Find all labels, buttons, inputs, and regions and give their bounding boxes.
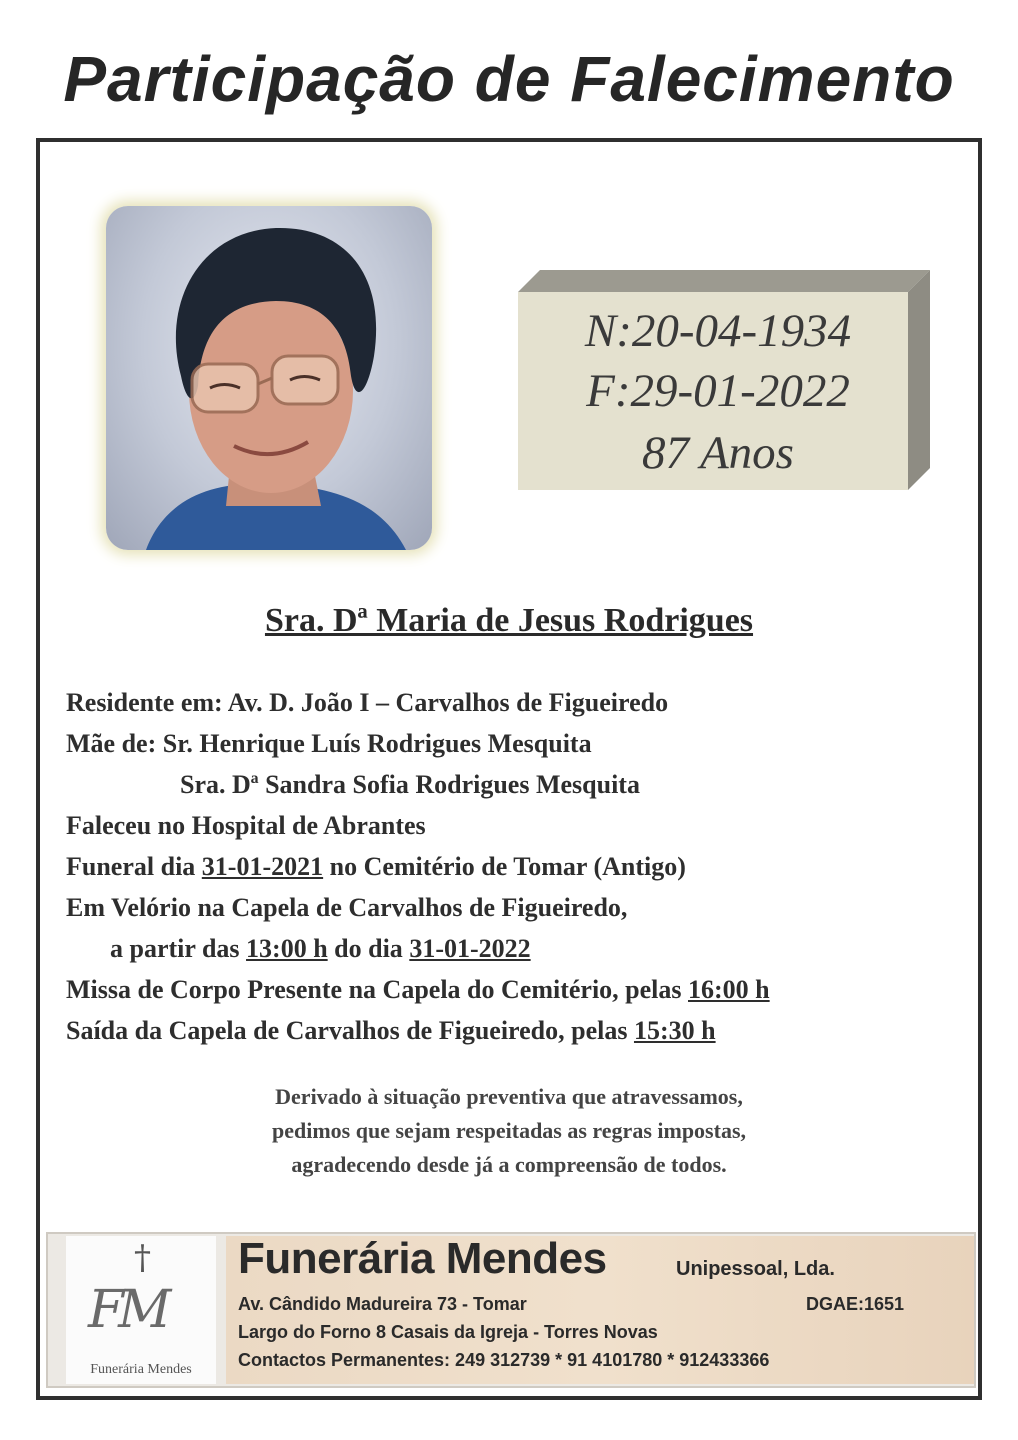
address-torres-novas: Largo do Forno 8 Casais da Igreja - Torres Novas <box>238 1322 658 1342</box>
notice-line-1: Derivado à situação preventiva que atravessamos, <box>275 1084 743 1109</box>
monogram-logo: FM <box>88 1280 166 1340</box>
wake-time-line: a partir das 13:00 h do dia 31-01-2022 <box>110 934 531 963</box>
cross-icon: † <box>134 1238 151 1278</box>
dgae-number: DGAE:1651 <box>806 1294 905 1314</box>
exit-time: 15:30 h <box>633 1016 716 1045</box>
funeral-line: Funeral dia 31-01-2021 no Cemitério de Tomar (Antigo) <box>66 852 686 881</box>
mass-time: 16:00 h <box>688 975 770 1004</box>
logo-caption: Funerária Mendes <box>90 1362 192 1377</box>
death-date: F:29-01-2022 <box>586 365 850 417</box>
deceased-name: Sra. Dª Maria de Jesus Rodrigues <box>264 602 754 639</box>
funeral-date: 31-01-2021 <box>201 852 324 881</box>
company-name: Funerária Mendes <box>238 1234 607 1283</box>
wake-line: Em Velório na Capela de Carvalhos de Figueiredo, <box>66 893 628 922</box>
child-name: Sr. Henrique Luís Rodrigues Mesquita <box>162 729 592 758</box>
page-title: Participação de Falecimento <box>63 43 955 115</box>
funeral-home-logo <box>66 1236 216 1384</box>
wake-date: 31-01-2022 <box>409 934 531 963</box>
wake-time: 13:00 h <box>246 934 328 963</box>
notice-line-3: agradecendo desde já a compreensão de todos. <box>291 1152 727 1177</box>
portrait-photo <box>106 206 432 550</box>
residence-line: Residente em: Av. D. João I – Carvalhos de Figueiredo <box>66 688 669 717</box>
contacts-line: Contactos Permanentes: 249 312739 * 91 4101780 * 912433366 <box>238 1350 770 1370</box>
dates-plaque <box>518 268 930 492</box>
child-name-2: Sra. Dª Sandra Sofia Rodrigues Mesquita <box>180 770 640 799</box>
exit-line: Saída da Capela de Carvalhos de Figueiredo, pelas 15:30 h <box>66 1016 716 1045</box>
died-at-line: Faleceu no Hospital de Abrantes <box>66 811 426 840</box>
notice-line-2: pedimos que sejam respeitadas as regras impostas, <box>271 1118 747 1143</box>
birth-date: N:20-04-1934 <box>584 305 852 357</box>
mass-line: Missa de Corpo Presente na Capela do Cemitério, pelas 16:00 h <box>66 975 770 1004</box>
age: 87 Anos <box>642 427 794 479</box>
company-suffix: Unipessoal, Lda. <box>676 1258 835 1280</box>
mother-of-line: Mãe de: Sr. Henrique Luís Rodrigues Mesquita <box>66 729 592 758</box>
address-tomar: Av. Cândido Madureira 73 - Tomar <box>238 1294 527 1314</box>
